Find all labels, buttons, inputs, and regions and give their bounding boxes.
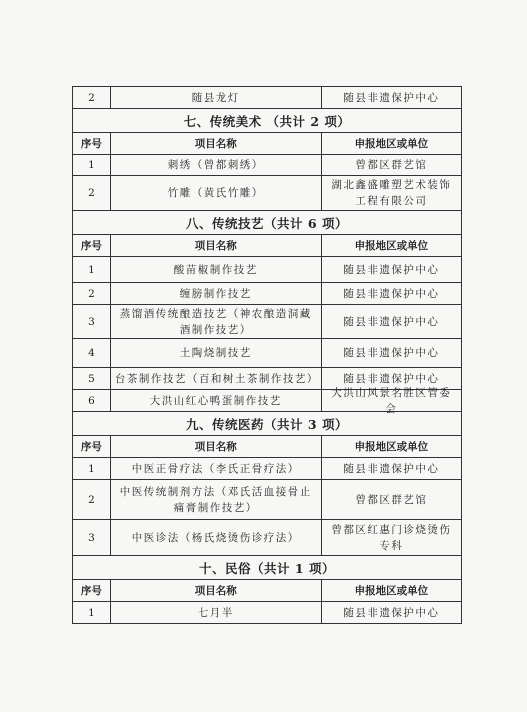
table-row	[72, 386, 462, 415]
column-header-name: 项目名称	[111, 235, 322, 256]
row-number: 2	[73, 480, 111, 519]
column-header-unit: 申报地区或单位	[354, 440, 429, 453]
project-name: 七月半	[111, 602, 322, 623]
table-header-row	[72, 235, 462, 257]
row-number: 1	[73, 155, 111, 175]
project-name: 竹雕（黄氏竹雕）	[111, 176, 322, 210]
column-header-name: 项目名称	[111, 133, 322, 154]
row-number: 1	[73, 602, 111, 623]
row-number: 6	[73, 390, 111, 411]
reporting-unit: 随县非遗保护中心	[343, 287, 440, 300]
table-row	[72, 458, 462, 480]
reporting-unit: 随县非遗保护中心	[343, 372, 440, 385]
table-row	[72, 257, 462, 283]
column-header-no: 序号	[73, 580, 111, 601]
table-row	[72, 283, 462, 305]
project-name: 蒸馏酒传统酿造技艺（神农酿造洞藏酒制作技艺）	[111, 305, 322, 338]
reporting-unit: 曾都区群艺馆	[355, 159, 428, 171]
reporting-unit: 湖北鑫盛雕塑艺术装饰工程有限公司	[331, 179, 452, 207]
row-number: 2	[73, 283, 111, 304]
column-header-unit: 申报地区或单位	[354, 584, 429, 597]
project-name: 台茶制作技艺（百和树土茶制作技艺）	[111, 368, 322, 389]
project-name: 中医正骨疗法（李氏正骨疗法）	[111, 458, 322, 479]
project-name: 缠膀制作技艺	[111, 283, 322, 304]
section-title: 九、传统医药（共计 3 项）	[72, 412, 462, 436]
project-name: 中医传统制剂方法（邓氏活血接骨止痛膏制作技艺）	[111, 480, 322, 519]
project-name: 酸苗椒制作技艺	[111, 257, 322, 282]
row-number: 1	[73, 257, 111, 282]
table-row	[72, 480, 462, 520]
table-row	[72, 339, 462, 368]
section-title: 八、传统技艺（共计 6 项）	[72, 211, 462, 235]
column-header-name: 项目名称	[111, 580, 322, 601]
reporting-unit: 随县非遗保护中心	[343, 263, 440, 276]
row-number: 1	[73, 458, 111, 479]
document-table	[72, 86, 462, 624]
reporting-unit: 随县非遗保护中心	[343, 462, 440, 475]
table-row	[72, 305, 462, 339]
column-header-name: 项目名称	[111, 436, 322, 457]
table-row	[72, 87, 462, 109]
reporting-unit: 随县非遗保护中心	[343, 347, 440, 359]
column-header-no: 序号	[73, 235, 111, 256]
row-number: 2	[73, 176, 111, 210]
row-number: 3	[73, 305, 111, 338]
row-number: 4	[73, 339, 111, 367]
column-header-no: 序号	[73, 133, 111, 154]
reporting-unit: 随县非遗保护中心	[343, 315, 440, 328]
project-name: 中医诊法（杨氏烧烫伤诊疗法）	[111, 520, 322, 555]
table-row	[72, 520, 462, 556]
project-name: 随县龙灯	[111, 87, 322, 108]
row-number: 3	[73, 520, 111, 555]
section-title: 十、民俗（共计 1 项）	[72, 556, 462, 580]
project-name: 刺绣（曾都刺绣）	[111, 155, 322, 175]
table-header-row	[72, 436, 462, 458]
reporting-unit: 曾都区群艺馆	[355, 493, 428, 506]
table-header-row	[72, 580, 462, 602]
section-title: 七、传统美术 （共计 2 项）	[72, 109, 462, 133]
reporting-unit: 随县非遗保护中心	[343, 606, 440, 619]
reporting-unit: 随县非遗保护中心	[343, 91, 440, 104]
row-number: 2	[73, 87, 111, 108]
table-row	[72, 176, 462, 211]
table-row	[72, 602, 462, 624]
column-header-unit: 申报地区或单位	[354, 239, 429, 252]
project-name: 大洪山红心鸭蛋制作技艺	[111, 390, 322, 411]
reporting-unit: 大洪山风景名胜区管委会	[331, 386, 452, 415]
row-number: 5	[73, 368, 111, 389]
table-row	[72, 155, 462, 176]
table-header-row	[72, 133, 462, 155]
column-header-no: 序号	[73, 436, 111, 457]
reporting-unit: 曾都区红惠门诊烧烫伤专科	[331, 523, 452, 552]
column-header-unit: 申报地区或单位	[354, 137, 429, 150]
project-name: 土陶烧制技艺	[111, 339, 322, 367]
